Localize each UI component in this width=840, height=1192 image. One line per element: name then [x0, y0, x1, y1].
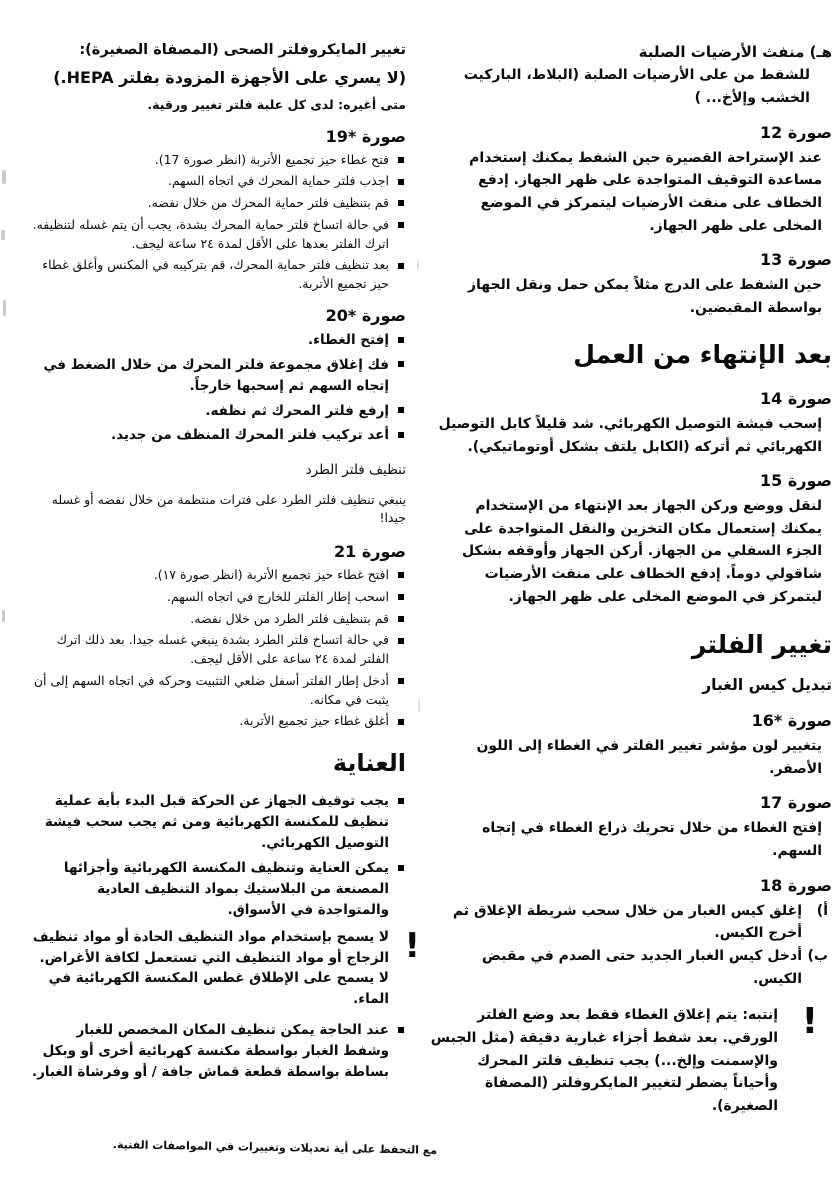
- bullet-text: إرفع فلتر المحرك ثم نظفه.: [205, 402, 389, 419]
- column-left: [28, 40, 420, 1089]
- bullet-icon: [398, 719, 404, 725]
- figure-12-label: صورة 12: [760, 122, 832, 142]
- microfilter-when: متى أغيره: لدى كل علبة فلتر تغيير ورقية.: [147, 96, 406, 112]
- column-right: [430, 40, 832, 1118]
- bullet-text: قم بتنظيف فلتر حماية المحرك من خلال نفضه.: [147, 195, 389, 210]
- list-item: [28, 588, 406, 607]
- list-item: [28, 151, 406, 170]
- figure-18-label: صورة 18: [760, 875, 832, 895]
- figure-13-text: حين الشفط على الدرج مثلاً يمكن حمل ونقل الجهاز بواسطة المقبضين.: [467, 277, 822, 316]
- bullet-icon: [398, 638, 404, 644]
- item-a-text: إغلق كيس الغبار من خلال سحب شريطة الإغلاق ثم أخرج الكيس.: [452, 902, 802, 942]
- figure-12-text: عند الإستراحة القصيرة حين الشفط يمكنك إستخدام مساعدة التوقيف المتواجدة على ظهر الجهاز. إدفع الخطاف على منفث الأرضيات ليتمركز في الموضع المخلى على ظهر الجهاز.: [469, 149, 822, 234]
- list-item: [28, 672, 406, 710]
- figure-15-text: لنقل ووضع وركن الجهاز بعد الإنتهاء من الإستخدام يمكنك إستعمال مكان التخزين والنقل المتواجدة على الجزء السفلي من الجهاز. أركن الجهاز وأوقفه بشكل شاقولي دوماً. إدفع الخطاف على منفث الأرضيات ليتمركز في الموضع المخلى على ظهر الجهاز.: [461, 498, 822, 605]
- bullet-text: بعد تنظيف فلتر حماية المحرك، قم بتركيبه في المكنس وأغلق غطاء حيز تجميع الأتربة.: [42, 257, 389, 291]
- figure-16-text: يتغيير لون مؤشر تغيير الفلتر في الغطاء إلى اللون الأصفر.: [476, 738, 822, 777]
- figure-14-text: إسحب فيشة التوصيل الكهربائي. شد قليلاً كابل التوصيل الكهربائي ثم أتركه (الكابل يلتف بشكل أوتوماتيكي).: [438, 415, 822, 455]
- scan-artifact: [2, 610, 5, 622]
- figure-13-label: صورة 13: [760, 250, 832, 270]
- bullet-icon: [398, 179, 404, 185]
- dust-bag-heading: تبديل كيس الغبار: [702, 676, 832, 694]
- exclamation-icon: !: [404, 925, 420, 966]
- footer-note: مع التحفظ على أية تعديلات وتغييرات في المواصفات الفنية.: [112, 1138, 438, 1157]
- bullet-icon: [398, 200, 404, 206]
- hard-floor-title: [430, 40, 832, 64]
- list-item: [28, 194, 406, 213]
- bullet-text: يجب توقيف الجهاز عن الحركة قبل البدء بأية عملية تنظيف للمكنسة الكهربائية ومن ثم يجب سحب فيشة التوصيل الكهربائي.: [44, 793, 389, 851]
- figure-19-label: صورة *19: [325, 126, 406, 146]
- list-item: [28, 330, 406, 351]
- list-item: [28, 355, 406, 397]
- exhaust-filter-text: ينبغي تنظيف فلتر الطرد على فترات منتظمة من خلال نفضه أو غسله جيدا!: [51, 491, 406, 526]
- figure-17-text: إفتح الغطاء من خلال تحريك ذراع الغطاء في إتجاه السهم.: [482, 820, 822, 859]
- exclamation-icon: !: [801, 1001, 818, 1043]
- bullet-text: في حالة اتساخ فلتر الطرد بشدة ينبغي غسله جيدا. بعد ذلك اترك الفلتر لمدة ٢٤ ساعة على الأقل ليجف.: [56, 632, 389, 667]
- item-a-label: أ): [816, 902, 828, 919]
- filter-change-heading: تغيير الفلتر: [691, 629, 832, 659]
- scan-artifact: [1, 230, 5, 240]
- bullet-icon: [398, 407, 404, 413]
- list-item: [28, 172, 406, 191]
- bullet-icon: [398, 361, 404, 367]
- bullet-text: يمكن العناية وتنظيف المكنسة الكهربائية وأجزائها المصنعة من البلاستيك بمواد التنظيف العادية والمتواجدة في الأسواق.: [63, 859, 389, 918]
- after-work-heading: بعد الإنتهاء من العمل: [573, 340, 832, 370]
- bullet-icon: [398, 222, 404, 228]
- list-item: [28, 1020, 406, 1083]
- bullet-icon: [398, 432, 404, 438]
- bullet-text: قم بتنظيف فلتر الطرد من خلال نفضه.: [190, 610, 389, 626]
- list-item: [28, 425, 406, 446]
- care-warning-note: [28, 925, 420, 1011]
- bullet-text: في حالة اتساخ فلتر حماية المحرك بشدة، يجب أن يتم غسله لتنظيفه. اترك الفلتر بعدها على الأقل لمدة ٢٤ ساعة ليجف.: [32, 216, 389, 251]
- figure-21-bullets: [28, 566, 406, 731]
- attention-text: إنتبه: يتم إغلاق الغطاء فقط بعد وضع الفلتر الورقي. بعد شفط أجزاء غبارية دقيقة (مثل الجبس والإسمنت وإلخ...) يجب تنظيف فلتر المحرك وأحياناً يضطر لتغيير المايكروفلتر (المصفاة الصغيرة).: [430, 1007, 778, 1114]
- bullet-icon: [398, 263, 404, 269]
- figure-18-item-b: [430, 945, 832, 990]
- figure-16-label: صورة *16: [751, 711, 832, 731]
- bullet-text: افتح غطاء حيز تجميع الأتربة (انظر صورة ١٧).: [153, 567, 389, 583]
- care-final-bullets: [28, 1020, 406, 1083]
- figure-17-label: صورة 17: [760, 793, 832, 813]
- bullet-text: اسحب إطار الفلتر للخارج في اتجاه السهم.: [167, 588, 389, 604]
- scan-artifact: [3, 300, 6, 316]
- list-item: [28, 401, 406, 422]
- microfilter-hepa-note: (لا يسري على الأجهزة المزودة بفلتر HEPA.): [53, 67, 406, 87]
- figure-14-label: صورة 14: [760, 388, 832, 408]
- scan-artifact: [417, 260, 419, 270]
- bullet-icon: [398, 616, 404, 622]
- figure-15-label: صورة 15: [760, 471, 832, 491]
- figure-20-label: صورة *20: [325, 305, 406, 325]
- exhaust-filter-heading: تنظيف فلتر الطرد: [305, 462, 406, 479]
- bullet-text: اجذب فلتر حماية المحرك في اتجاه السهم.: [167, 173, 389, 189]
- list-item: [28, 216, 406, 254]
- list-item: [28, 256, 406, 294]
- bullet-icon: [398, 157, 404, 163]
- item-b-label: ب): [807, 947, 828, 964]
- figure-20-bullets: [28, 330, 406, 447]
- list-item: [28, 712, 406, 731]
- microfilter-title: تغيير المايكروفلتر الصحى (المصفاة الصغيرة):: [79, 42, 406, 58]
- scan-artifact: [2, 170, 6, 184]
- bullet-text: فتح غطاء حيز تجميع الأتربة (انظر صورة 17).: [154, 151, 389, 167]
- bullet-text: عند الحاجة يمكن تنظيف المكان المخصص للغبار وشفط الغبار بواسطة مكنسة كهربائية أخرى أو وبكل بساطة بواسطة قطعة قماش جافة / أو وفرشاة الغبار.: [31, 1022, 389, 1081]
- hard-floor-body: للشفط من على الأرضيات الصلبة (البلاط، الباركيت الخشب وإلأخ... ): [463, 67, 810, 106]
- bullet-text: أدخل إطار الفلتر أسفل ضلعي التثبيت وحركه في اتجاه السهم إلى أن يثبت في مكانه.: [33, 672, 389, 707]
- figure-21-label: صورة 21: [334, 542, 406, 562]
- bullet-icon: [398, 798, 404, 804]
- list-item: [28, 858, 406, 921]
- figure-18-item-a: [430, 900, 832, 945]
- hard-floor-title-text: منفث الأرضيات الصلبة: [638, 43, 805, 61]
- list-item: [28, 631, 406, 669]
- hard-floor-nozzle-item: [430, 40, 832, 110]
- bullet-icon: [398, 337, 404, 343]
- bullet-icon: [398, 594, 404, 600]
- list-item: [28, 791, 406, 854]
- list-item: [28, 566, 406, 585]
- list-item: [28, 610, 406, 629]
- care-warning-text: لا يسمح بإستخدام مواد التنظيف الحادة أو مواد تنظيف الزجاج أو مواد التنظيف التي تستعمل لكافة الأغراض. لا يسمح على الإطلاق غطس المكنسة الكهربائية في الماء.: [32, 928, 389, 1008]
- bullet-icon: [398, 1027, 404, 1033]
- bullet-text: أغلق غطاء حيز تجميع الأتربة.: [239, 713, 389, 729]
- hard-floor-label: هـ): [809, 43, 832, 61]
- care-heading: العناية: [332, 749, 406, 778]
- item-b-text: أدخل كيس الغبار الجديد حتى الصدم في مقبض الكيس.: [482, 947, 802, 987]
- bullet-icon: [398, 865, 404, 871]
- attention-note: [430, 1001, 832, 1117]
- bullet-text: إفتح الغطاء.: [308, 331, 389, 348]
- bullet-text: فك إغلاق مجموعة فلتر المحرك من خلال الضغط في إتجاه السهم ثم إسحبها خارجاً.: [43, 356, 389, 394]
- figure-19-bullets: [28, 151, 406, 294]
- care-bullets: [28, 791, 406, 921]
- scan-artifact: [418, 700, 420, 712]
- bullet-icon: [398, 678, 404, 684]
- bullet-icon: [398, 572, 404, 578]
- bullet-text: أعد تركيب فلتر المحرك المنظف من جديد.: [111, 427, 389, 444]
